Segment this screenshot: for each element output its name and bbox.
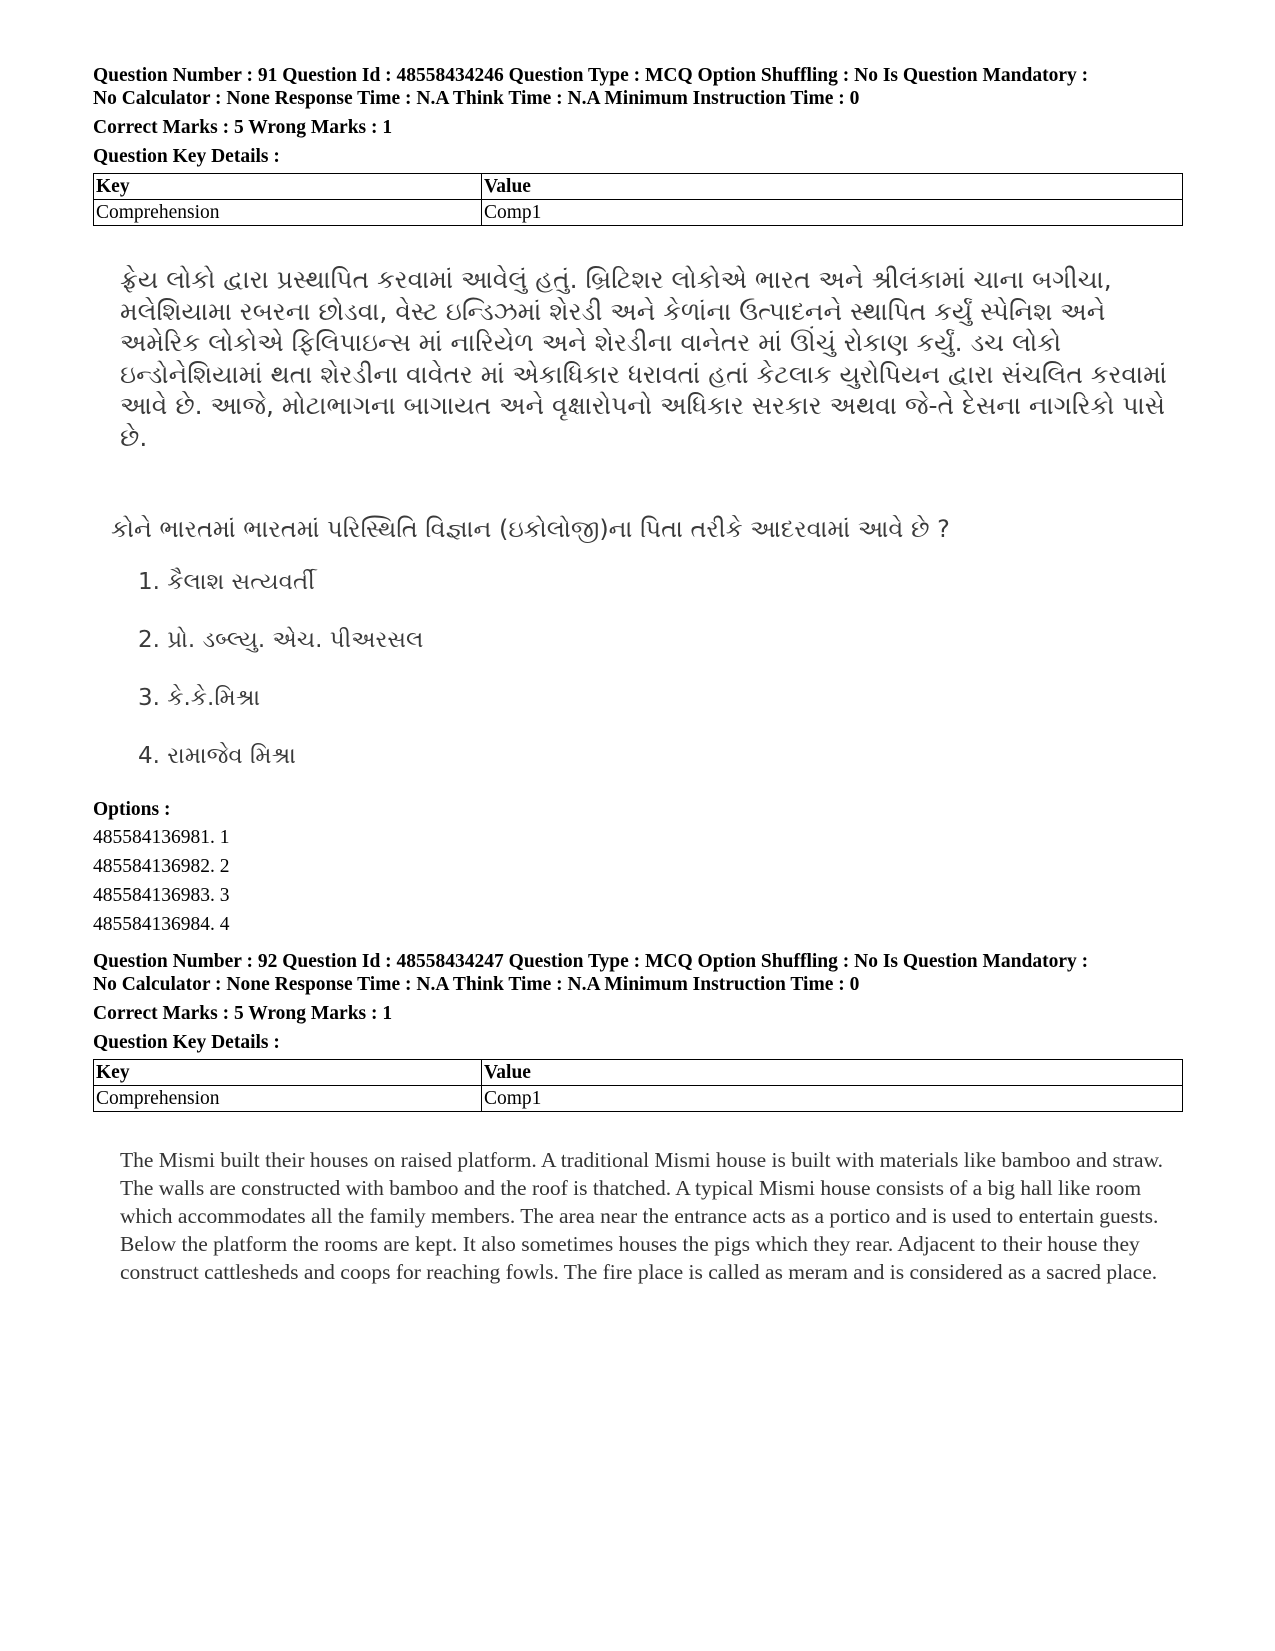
comprehension-passage: ફ્રેય લોકો દ્વારા પ્રસ્થાપિત કરવામાં આવેલું હતું. બ્રિટિશર લોકોએ ભારત અને શ્રીલંકામાં ચાના બગીચા, મલેશિયામા રબરના છોડવા, વેસ્ટ ઇન્ડિઝમાં શેરડી અને કેળાંના ઉત્પાદનને સ્થાપિત કર્યું સ્પેનિશ અને અમેરિક લોકોએ ફિલિપાઇન્સ માં નારિયેળ અને શેરડીના વાનેતર માં ઊંચું રોકાણ કર્યું. ડચ લોકો ઇન્ડોનેશિયામાં થતા શેરડીના વાવેતર માં એકાધિકાર ધરાવતાં હતાં કેટલાક યુરોપિયન દ્વારા સંચલિત કરવામાં આવે છે. આજે, મોટાભાગના બાગાયત અને વૃક્ષારોપનો અધિકાર સરકાર અથવા જે-તે દેસના નાગરિકો પાસે છે. — [120, 265, 1167, 452]
question-meta-line-1: Question Number : 92 Question Id : 48558434247 Question Type : MCQ Option Shuffling : No Is Question Mandatory : — [93, 951, 1089, 972]
table-row — [94, 1086, 1183, 1112]
choice-item: 2. પ્રો. ડબ્લ્યુ. એચ. પીઅરસલ — [138, 627, 424, 653]
option-id: 485584136983. 3 — [93, 885, 230, 906]
question-meta-line-1: Question Number : 91 Question Id : 48558434246 Question Type : MCQ Option Shuffling : No Is Question Mandatory : — [93, 65, 1089, 86]
table-row — [94, 200, 1183, 226]
choice-item: 4. રામાજેવ મિશ્રા — [138, 743, 296, 769]
table-cell-value: Comp1 — [482, 1086, 1183, 1112]
key-details-label: Question Key Details : — [93, 1032, 280, 1053]
table-cell-key: Comprehension — [94, 200, 482, 226]
key-details-table — [93, 173, 1183, 226]
choice-item: 1. કૈલાશ સત્યવર્તી — [138, 569, 315, 595]
question-meta-line-2: No Calculator : None Response Time : N.A Think Time : N.A Minimum Instruction Time : 0 — [93, 88, 860, 109]
option-id: 485584136982. 2 — [93, 856, 230, 877]
options-label: Options : — [93, 799, 171, 820]
key-details-table — [93, 1059, 1183, 1112]
choice-item: 3. કે.કે.મિશ્રા — [138, 685, 261, 711]
key-details-label: Question Key Details : — [93, 146, 280, 167]
options-list — [93, 823, 1183, 939]
table-header-value: Value — [482, 1060, 1183, 1086]
comprehension-passage: The Mismi built their houses on raised platform. A traditional Mismi house is built with materials like bamboo and straw. The walls are constructed with bamboo and the roof is thatched. A typical Mismi house consists of a big hall like room which accommodates all the family members. The area near the entrance acts as a portico and is used to entertain guests. Below the platform the rooms are kept. It also sometimes houses the pigs which they rear. Adjacent to their house they construct cattlesheds and coops for reaching fowls. The fire place is called as meram and is considered as a sacred place. — [120, 1148, 1164, 1284]
question-92 — [93, 950, 1183, 1286]
table-header-key: Key — [94, 1060, 482, 1086]
marks-line: Correct Marks : 5 Wrong Marks : 1 — [93, 1003, 393, 1024]
marks-line: Correct Marks : 5 Wrong Marks : 1 — [93, 117, 393, 138]
question-meta-line-2: No Calculator : None Response Time : N.A Think Time : N.A Minimum Instruction Time : 0 — [93, 974, 860, 995]
table-header-row — [94, 1060, 1183, 1086]
table-cell-value: Comp1 — [482, 200, 1183, 226]
option-id: 485584136984. 4 — [93, 914, 230, 935]
question-91 — [93, 64, 1183, 939]
question-stem: કોને ભારતમાં ભારતમાં પરિસ્થિતિ વિજ્ઞાન (ઇકોલોજી)ના પિતા તરીકે આદરવામાં આવે છે ? — [111, 515, 950, 543]
table-cell-key: Comprehension — [94, 1086, 482, 1112]
table-header-key: Key — [94, 174, 482, 200]
table-header-row — [94, 174, 1183, 200]
option-id: 485584136981. 1 — [93, 827, 230, 848]
answer-choices — [138, 567, 1183, 799]
table-header-value: Value — [482, 174, 1183, 200]
